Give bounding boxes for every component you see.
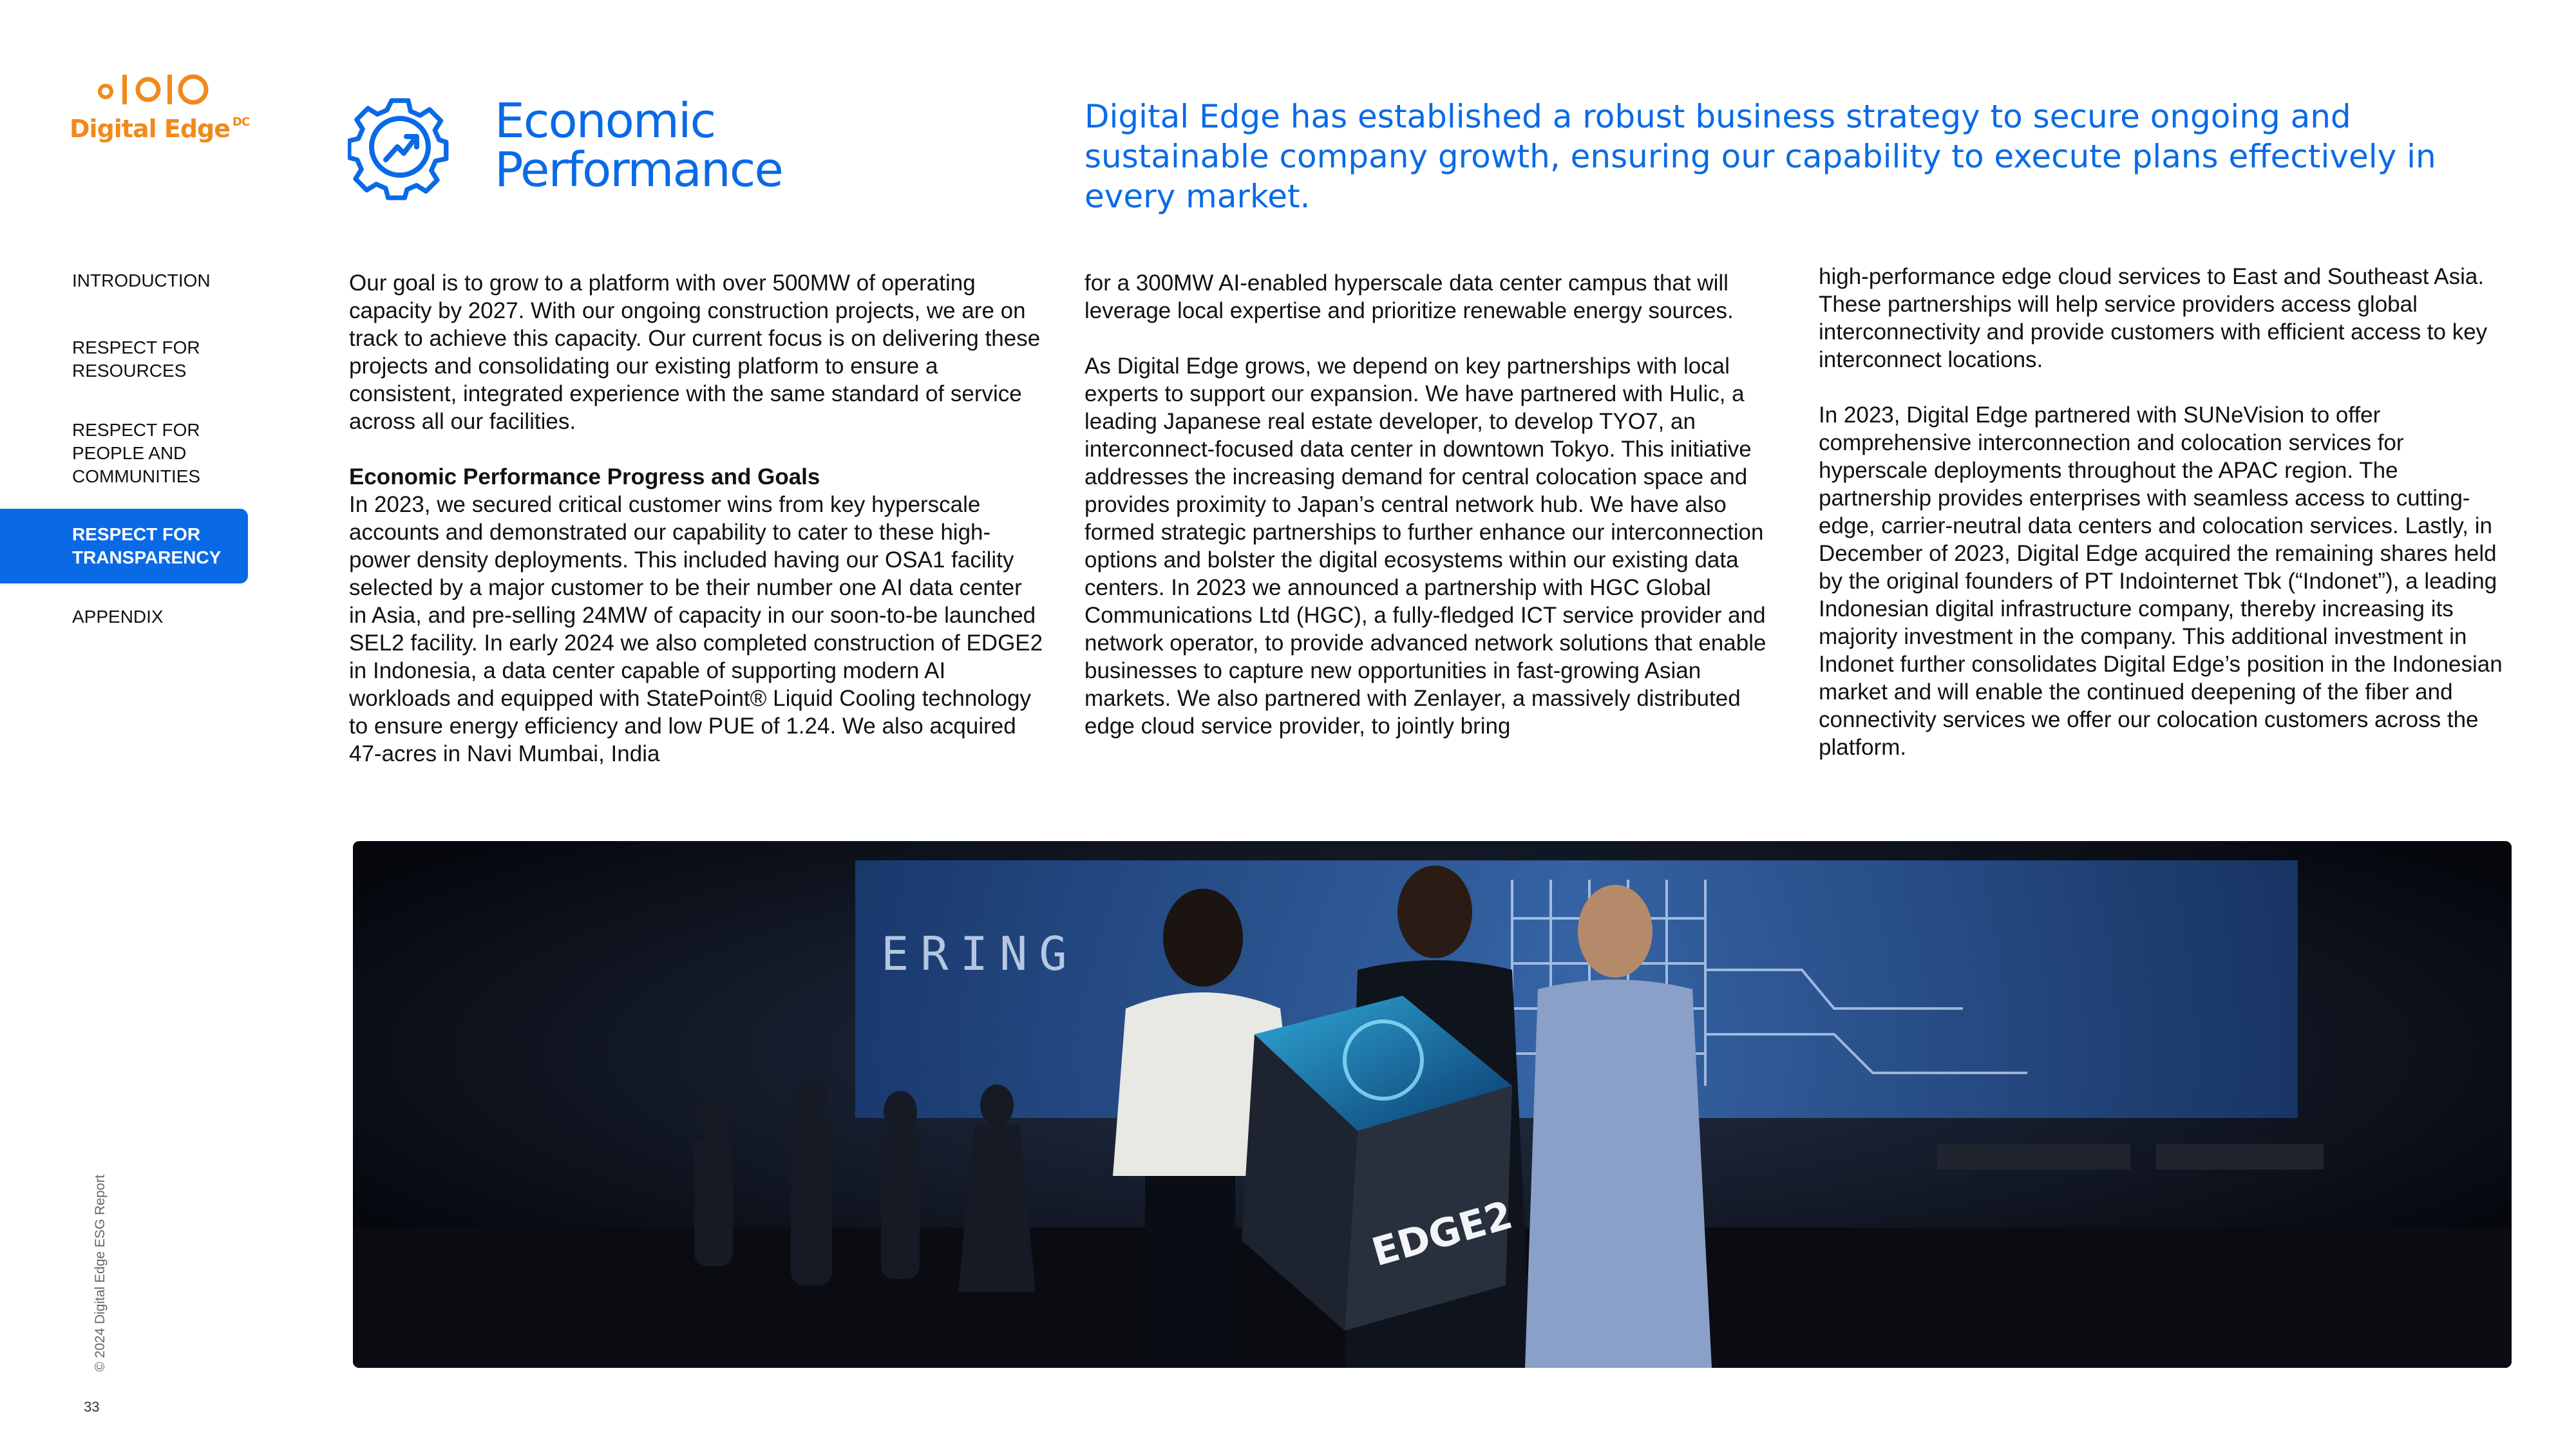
logo-mark-icon: [98, 70, 214, 108]
paragraph: In 2023, we secured critical customer wins from key hyperscale accounts and demonstrated our capability to cater to these high-power density deployments. This included having our OSA1 facility selected by a major customer to be their number one AI data center in Asia, and pre-selling 24MW of capacity in our soon-to-be launched SEL2 facility. In early 2024 we also completed construction of EDGE2 in Indonesia, a data center capable of supporting modern AI workloads and equipped with StatePoint® Liquid Cooling technology to ensure energy efficiency and low PUE of 1.24. We also acquired 47-acres in Navi Mumbai, India: [349, 492, 1043, 766]
nav-item-respect-for-resources[interactable]: RESPECT FOR RESOURCES: [72, 337, 200, 381]
body-column-2: [1084, 269, 1780, 768]
nav-item-respect-for-transparency[interactable]: RESPECT FOR TRANSPARENCY: [0, 509, 248, 583]
digital-edge-logo[interactable]: [70, 70, 250, 147]
paragraph: Our goal is to grow to a platform with over 500MW of operating capacity by 2027. With our ongoing construction projects, we are on track to achieve this capacity. Our current focus is on delivering these projects and consolidating our existing platform to ensure a consistent, integrated experience with the same standard of service across all our facilities.: [349, 270, 1041, 434]
nav-item-appendix[interactable]: APPENDIX: [72, 607, 164, 627]
paragraph: As Digital Edge grows, we depend on key partnerships with local experts to support our expansion. We have partnered with Hulic, a leading Japanese real estate developer, to develop TYO7, an interconnect-focused data center in downtown Tokyo. This initiative addresses the increasing demand for central colocation space and provides proximity to Japan’s central network hub. We have also formed strategic partnerships to further enhance our interconnection options and bolster the digital ecosystems within our existing data centers. In 2023 we announced a partnership with HGC Global Communications Ltd (HGC), a fully-fledged ICT service provider and network operator, to provide advanced network solutions that enable businesses to capture new opportunities in fast-growing Asian markets. We also partnered with Zenlayer, a massively distributed edge cloud service provider, to jointly bring: [1084, 354, 1766, 739]
gear-growth-icon: [348, 91, 452, 202]
screen-text: ERING: [881, 927, 1079, 981]
paragraph: high-performance edge cloud services to East and Southeast Asia. These partnerships will help service providers access global interconnectivity and provide customers with efficient access to key interconnect locations.: [1819, 264, 2488, 372]
intro-lead-text: Digital Edge has established a robust business strategy to secure ongoing and sustainable company growth, ensuring our capability to execute plans effectively in every market.: [1084, 98, 2436, 215]
paragraph: In 2023, Digital Edge partnered with SUNeVision to offer comprehensive interconnection and colocation services for hyperscale deployments throughout the APAC region. The partnership provides enterprises with seamless access to cutting-edge, carrier-neutral data centers and colocation services. Lastly, in December of 2023, Digital Edge acquired the remaining shares held by the original founders of PT Indointernet Tbk (“Indonet”), a leading Indonesian digital infrastructure company, thereby increasing its majority investment in the company. This additional investment in Indonet further consolidates Digital Edge’s position in the Indonesian market and will enable the continued deepening of the fiber and connectivity services we offer our colocation customers across the platform.: [1819, 402, 2503, 760]
report-label: © 2024 Digital Edge ESG Report: [93, 1174, 108, 1372]
logo-wordmark: Digital Edge $^{DC}$: [70, 115, 250, 143]
photo-scene: [353, 841, 2512, 1368]
page-title: Economic Performance: [495, 93, 782, 198]
edge2-launch-photo: [353, 841, 2512, 1368]
cube-label: EDGE2: [1367, 1192, 1518, 1276]
nav-item-respect-for-people[interactable]: RESPECT FOR PEOPLE AND COMMUNITIES: [72, 420, 201, 486]
page-number: 33: [84, 1399, 100, 1415]
nav-item-introduction[interactable]: INTRODUCTION: [72, 270, 211, 290]
body-column-3: [1819, 263, 2514, 789]
body-column-1: [349, 269, 1045, 795]
paragraph: for a 300MW AI-enabled hyperscale data center campus that will leverage local expertise and prioritize renewable energy sources.: [1084, 270, 1734, 323]
subheading: Economic Performance Progress and Goals: [349, 464, 820, 489]
